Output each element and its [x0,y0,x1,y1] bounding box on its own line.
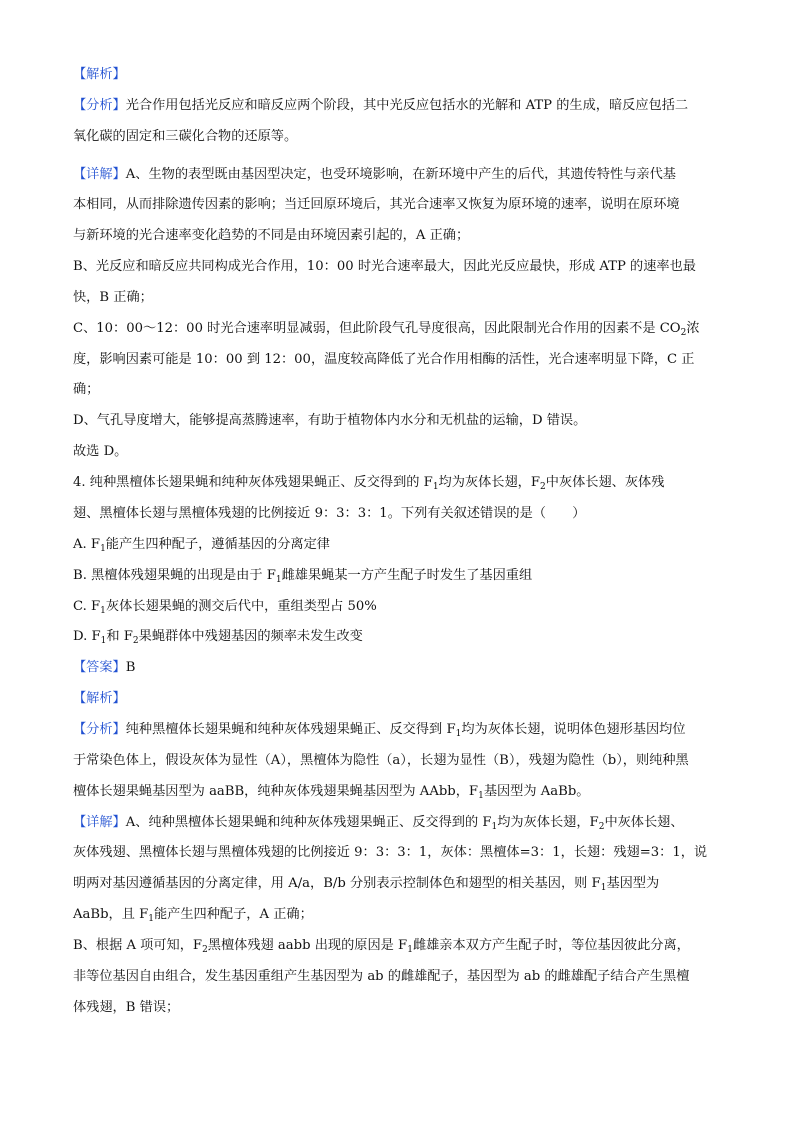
xiangjie-paragraph-line: 体残翅，B 错误； [73,1000,180,1015]
xiangjie-paragraph-line: B、根据 A 项可知，$F_2$黑檀体残翅 aabb 出现的原因是 $F_1$雌雄亲本双方产生配子时，等位基因彼此分离， [73,938,690,955]
xiangjie-paragraph-line: 与新环境的光合速率变化趋势的不同是由环境因素引起的，A 正确； [73,228,470,243]
xiangjie-paragraph-line: 度，影响因素可能是 10：00 到 12：00，温度较高降低了光合作用相酶的活性，光合速率明显下降，C 正 [73,352,695,367]
xiangjie-paragraph-line: 【详解】A、生物的表型既由基因型决定，也受环境影响，在新环境中产生的后代，其遗传特性与亲代基 [73,167,676,182]
fenxi-paragraph-line: 【分析】纯种黑檀体长翅果蝇和纯种灰体残翅果蝇正、反交得到 $F_1$均为灰体长翅，说明体色翅形基因均位 [73,722,686,739]
fenxi-paragraph-line: 檀体长翅果蝇基因型为 aaBB，纯种灰体残翅果蝇基因型为 AAbb，$F_1$基因型为 AaBb。 [73,784,590,801]
option-d: D. $F_1$和 $F_2$果蝇群体中残翅基因的频率未发生改变 [73,629,363,646]
xiangjie-label: 【详解】 [73,815,126,830]
fenxi-paragraph-line: 【分析】光合作用包括光反应和暗反应两个阶段，其中光反应包括水的光解和 ATP 的生成，暗反应包括二 [73,98,689,113]
xiangjie-paragraph-line: 灰体残翅、黑檀体长翅与黑檀体残翅的比例接近 9：3：3：1，灰体：黑檀体=3：1，长翅：残翅=3：1，说 [73,845,708,860]
question-stem-line: 翅、黑檀体长翅与黑檀体残翅的比例接近 9：3：3：1。下列有关叙述错误的是（ ） [73,506,586,521]
answer-value: B [125,660,136,675]
option-c: C. $F_1$灰体长翅果蝇的测交后代中，重组类型占 50% [73,599,377,616]
xiangjie-paragraph-line: 明两对基因遵循基因的分离定律，用 A/a，B/b 分别表示控制体色和翅型的相关基因，则 $F_1$基因型为 [73,876,660,893]
fenxi-paragraph-line: 于常染色体上，假设灰体为显性（A），黑檀体为隐性（a），长翅为显性（B），残翅为隐性（b），则纯种黑 [73,753,689,768]
xiangjie-paragraph-line: 本相同，从而排除遗传因素的影响；当迁回原环境后，其光合速率又恢复为原环境的速率，说明在原环境 [73,197,680,212]
question-stem-line: 4. 纯种黑檀体长翅果蝇和纯种灰体残翅果蝇正、反交得到的 $F_1$均为灰体长翅，$F_2$中灰体长翅、灰体残 [73,475,665,492]
xiangjie-label: 【详解】 [73,167,126,182]
xiangjie-paragraph-line: 确； [73,382,100,397]
analysis-heading: 【解析】 [73,691,126,706]
xiangjie-paragraph-line: C、10：00～12：00 时光合速率明显减弱，但此阶段气孔导度很高，因此限制光合作用的因素不是 $CO_2$浓 [73,321,700,338]
option-a: A. $F_1$能产生四种配子，遵循基因的分离定律 [73,537,330,554]
analysis-heading: 【解析】 [73,67,126,82]
xiangjie-paragraph-line: AaBb，且 $F_1$能产生四种配子，A 正确； [73,907,313,924]
xiangjie-paragraph-line: B、光反应和暗反应共同构成光合作用，10：00 时光合速率最大，因此光反应最快，形成 ATP 的速率也最 [73,259,696,274]
xiangjie-paragraph-line: 【详解】A、纯种黑檀体长翅果蝇和纯种灰体残翅果蝇正、反交得到的 $F_1$均为灰体长翅，$F_2$中灰体长翅、 [73,815,684,832]
answer-line [73,659,135,677]
option-b: B. 黑檀体残翅果蝇的出现是由于 $F_1$雌雄果蝇某一方产生配子时发生了基因重组 [73,568,533,585]
xiangjie-paragraph-line: 非等位基因自由组合，发生基因重组产生基因型为 ab 的雌雄配子，基因型为 ab 的雌雄配子结合产生黑檀 [73,969,690,984]
fenxi-label: 【分析】 [73,722,126,737]
answer-label: 【答案】 [73,660,126,675]
fenxi-paragraph-line: 氧化碳的固定和三碳化合物的还原等。 [73,129,298,144]
answer-conclusion: 故选 D。 [73,444,128,459]
xiangjie-paragraph-line: D、气孔导度增大，能够提高蒸腾速率，有助于植物体内水分和无机盐的运输，D 错误。 [73,413,587,428]
fenxi-label: 【分析】 [73,98,126,113]
xiangjie-paragraph-line: 快，B 正确； [73,290,153,305]
